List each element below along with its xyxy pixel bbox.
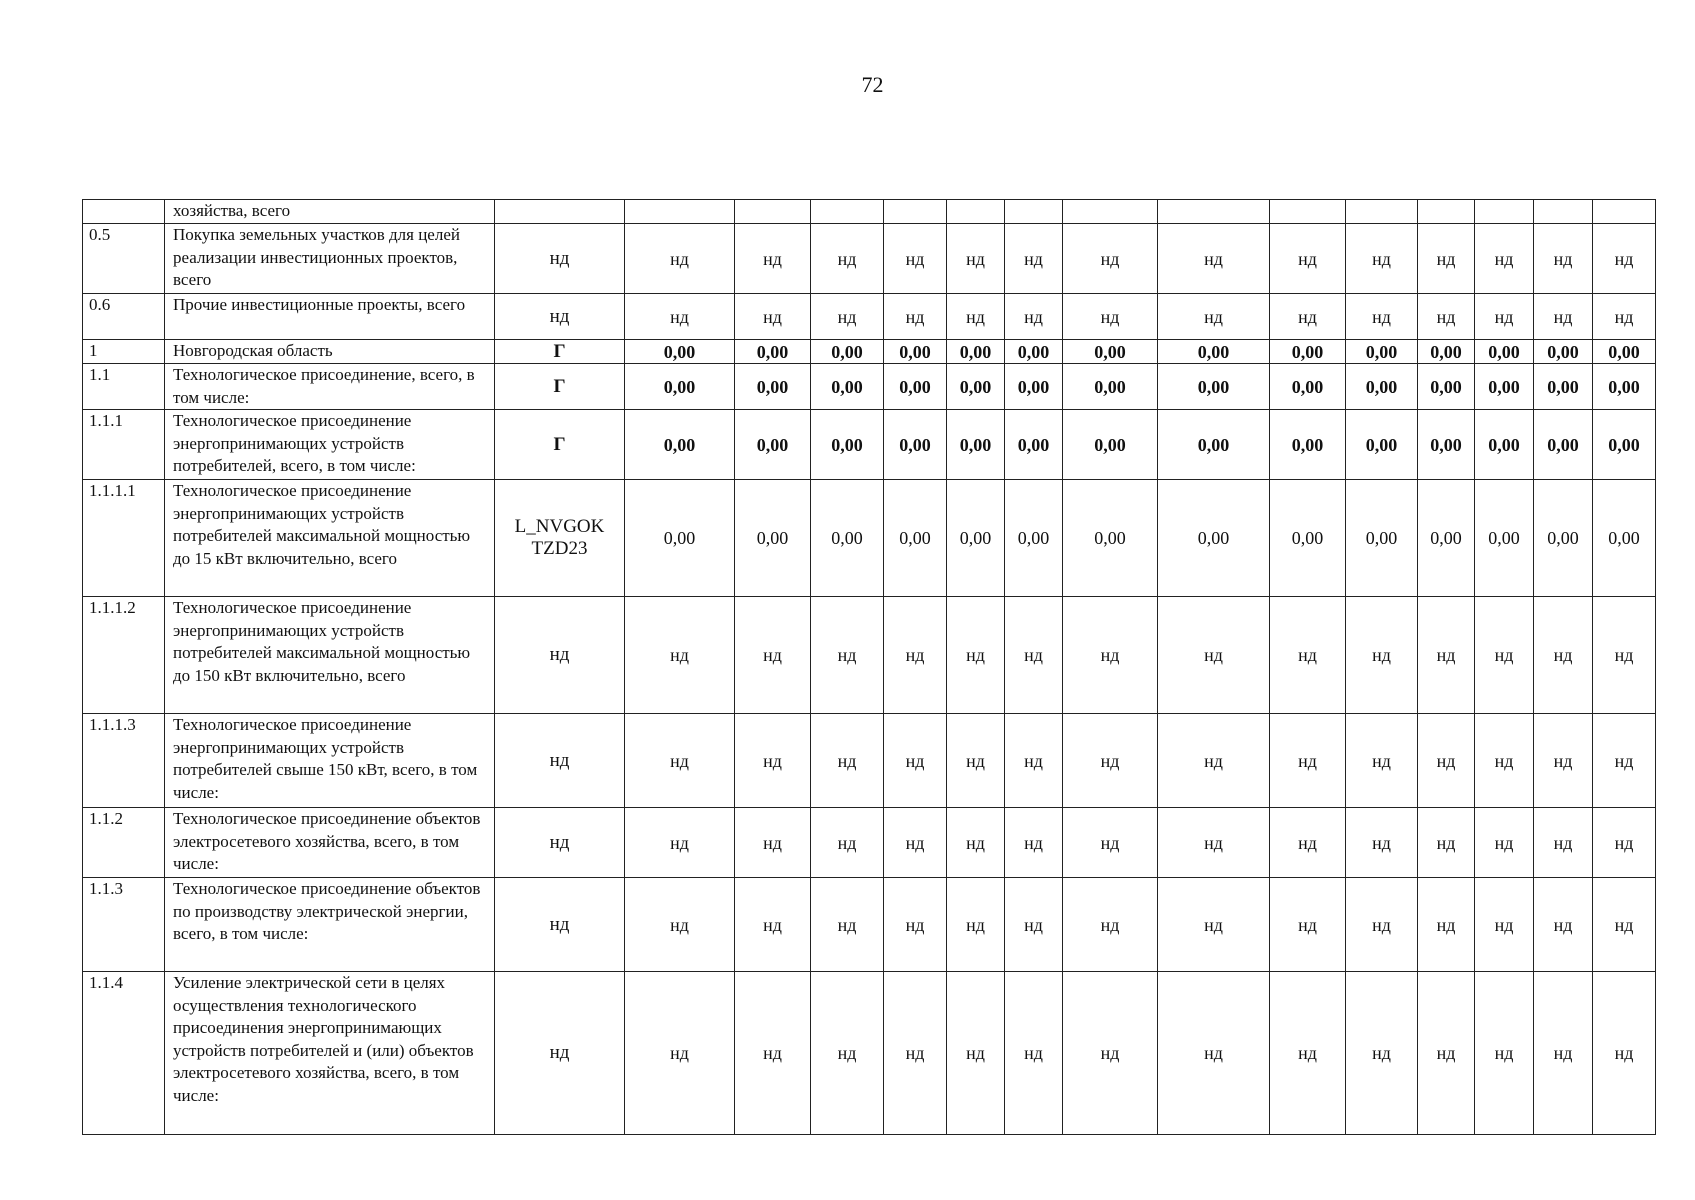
- value-cell: 0,00: [811, 480, 884, 597]
- value-cell: нд: [625, 224, 735, 294]
- value-cell: 0,00: [884, 410, 947, 480]
- value-cell: 0,00: [884, 340, 947, 364]
- value-cell: 0,00: [1593, 340, 1656, 364]
- value-cell: нд: [811, 972, 884, 1135]
- value-cell: нд: [735, 224, 811, 294]
- value-cell: 0,00: [1158, 340, 1270, 364]
- value-cell: 0,00: [625, 480, 735, 597]
- value-cell: нд: [1005, 224, 1063, 294]
- table-row: [83, 597, 1656, 714]
- value-cell: нд: [947, 224, 1005, 294]
- value-cell: нд: [1418, 714, 1475, 808]
- value-cell: нд: [1475, 972, 1534, 1135]
- row-code: нд: [495, 294, 625, 340]
- row-number: 1.1.4: [83, 972, 165, 1135]
- value-cell: [1270, 200, 1346, 224]
- value-cell: 0,00: [1158, 364, 1270, 410]
- value-cell: нд: [1475, 808, 1534, 878]
- value-cell: 0,00: [1534, 480, 1593, 597]
- table-row: [83, 200, 1656, 224]
- value-cell: 0,00: [1346, 340, 1418, 364]
- value-cell: нд: [947, 808, 1005, 878]
- value-cell: нд: [1475, 714, 1534, 808]
- value-cell: [1475, 200, 1534, 224]
- value-cell: 0,00: [1063, 410, 1158, 480]
- value-cell: [1346, 200, 1418, 224]
- data-table: [82, 199, 1656, 1135]
- value-cell: 0,00: [811, 410, 884, 480]
- value-cell: нд: [735, 878, 811, 972]
- row-number: 1.1.2: [83, 808, 165, 878]
- table-row: [83, 364, 1656, 410]
- value-cell: 0,00: [1005, 340, 1063, 364]
- value-cell: 0,00: [1593, 410, 1656, 480]
- table-row: [83, 878, 1656, 972]
- value-cell: нд: [947, 597, 1005, 714]
- value-cell: нд: [1475, 878, 1534, 972]
- value-cell: нд: [1005, 878, 1063, 972]
- row-name: хозяйства, всего: [165, 200, 495, 224]
- value-cell: 0,00: [1418, 364, 1475, 410]
- value-cell: нд: [1593, 972, 1656, 1135]
- value-cell: 0,00: [1418, 340, 1475, 364]
- table-row: [83, 410, 1656, 480]
- row-name: Технологическое присоединение энергопринимающих устройств потребителей максимальной мощностью до 15 кВт включительно, всего: [165, 480, 495, 597]
- value-cell: 0,00: [1346, 364, 1418, 410]
- value-cell: нд: [1418, 597, 1475, 714]
- value-cell: нд: [1158, 972, 1270, 1135]
- value-cell: 0,00: [735, 364, 811, 410]
- value-cell: нд: [1418, 808, 1475, 878]
- value-cell: нд: [1534, 808, 1593, 878]
- row-number: [83, 200, 165, 224]
- value-cell: 0,00: [735, 410, 811, 480]
- value-cell: 0,00: [625, 340, 735, 364]
- value-cell: нд: [1270, 294, 1346, 340]
- value-cell: нд: [1063, 597, 1158, 714]
- value-cell: 0,00: [947, 364, 1005, 410]
- value-cell: нд: [735, 808, 811, 878]
- value-cell: нд: [1346, 714, 1418, 808]
- value-cell: [1534, 200, 1593, 224]
- row-name: Новгородская область: [165, 340, 495, 364]
- value-cell: нд: [1063, 224, 1158, 294]
- value-cell: нд: [947, 972, 1005, 1135]
- value-cell: [947, 200, 1005, 224]
- value-cell: 0,00: [947, 410, 1005, 480]
- value-cell: нд: [1593, 597, 1656, 714]
- value-cell: нд: [1418, 224, 1475, 294]
- value-cell: нд: [1475, 224, 1534, 294]
- value-cell: нд: [1534, 294, 1593, 340]
- value-cell: [811, 200, 884, 224]
- value-cell: нд: [884, 714, 947, 808]
- row-code: нд: [495, 597, 625, 714]
- value-cell: нд: [1270, 597, 1346, 714]
- value-cell: нд: [735, 294, 811, 340]
- row-code: нд: [495, 808, 625, 878]
- value-cell: [735, 200, 811, 224]
- value-cell: нд: [811, 878, 884, 972]
- value-cell: 0,00: [947, 340, 1005, 364]
- value-cell: 0,00: [1005, 364, 1063, 410]
- value-cell: нд: [1475, 294, 1534, 340]
- value-cell: нд: [1158, 597, 1270, 714]
- value-cell: нд: [947, 878, 1005, 972]
- value-cell: нд: [1346, 597, 1418, 714]
- value-cell: 0,00: [1475, 410, 1534, 480]
- value-cell: 0,00: [811, 340, 884, 364]
- value-cell: 0,00: [1270, 340, 1346, 364]
- table-row: [83, 714, 1656, 808]
- row-name: Технологическое присоединение, всего, в том числе:: [165, 364, 495, 410]
- value-cell: нд: [625, 972, 735, 1135]
- value-cell: [1005, 200, 1063, 224]
- table-row: [83, 808, 1656, 878]
- value-cell: нд: [811, 597, 884, 714]
- value-cell: 0,00: [1418, 410, 1475, 480]
- value-cell: нд: [1005, 808, 1063, 878]
- value-cell: 0,00: [1534, 340, 1593, 364]
- value-cell: нд: [1270, 972, 1346, 1135]
- value-cell: нд: [1593, 294, 1656, 340]
- value-cell: нд: [1534, 597, 1593, 714]
- value-cell: нд: [1270, 878, 1346, 972]
- value-cell: нд: [1534, 714, 1593, 808]
- value-cell: нд: [625, 714, 735, 808]
- value-cell: [1158, 200, 1270, 224]
- value-cell: нд: [811, 294, 884, 340]
- value-cell: [1418, 200, 1475, 224]
- value-cell: нд: [1005, 294, 1063, 340]
- value-cell: 0,00: [625, 364, 735, 410]
- value-cell: 0,00: [735, 480, 811, 597]
- value-cell: нд: [1063, 294, 1158, 340]
- value-cell: 0,00: [1063, 480, 1158, 597]
- value-cell: 0,00: [1593, 480, 1656, 597]
- row-name: Покупка земельных участков для целей реализации инвестиционных проектов, всего: [165, 224, 495, 294]
- value-cell: 0,00: [1270, 480, 1346, 597]
- value-cell: нд: [1005, 972, 1063, 1135]
- value-cell: 0,00: [735, 340, 811, 364]
- value-cell: 0,00: [1005, 480, 1063, 597]
- row-number: 0.5: [83, 224, 165, 294]
- value-cell: нд: [947, 294, 1005, 340]
- row-number: 1: [83, 340, 165, 364]
- value-cell: нд: [1005, 714, 1063, 808]
- value-cell: [625, 200, 735, 224]
- value-cell: 0,00: [1475, 480, 1534, 597]
- value-cell: 0,00: [1270, 364, 1346, 410]
- value-cell: 0,00: [1158, 480, 1270, 597]
- value-cell: нд: [884, 808, 947, 878]
- value-cell: нд: [735, 972, 811, 1135]
- row-name: Технологическое присоединение энергопринимающих устройств потребителей максимальной мощностью до 150 кВт включительно, всего: [165, 597, 495, 714]
- value-cell: 0,00: [1346, 410, 1418, 480]
- page-number: 72: [861, 72, 884, 97]
- value-cell: нд: [884, 597, 947, 714]
- value-cell: нд: [811, 808, 884, 878]
- row-number: 1.1: [83, 364, 165, 410]
- value-cell: 0,00: [1475, 340, 1534, 364]
- value-cell: 0,00: [1158, 410, 1270, 480]
- value-cell: нд: [884, 878, 947, 972]
- row-number: 1.1.1: [83, 410, 165, 480]
- value-cell: [1593, 200, 1656, 224]
- value-cell: нд: [1534, 972, 1593, 1135]
- value-cell: 0,00: [1418, 480, 1475, 597]
- value-cell: нд: [1063, 714, 1158, 808]
- value-cell: 0,00: [1534, 410, 1593, 480]
- value-cell: 0,00: [1063, 364, 1158, 410]
- value-cell: 0,00: [1593, 364, 1656, 410]
- table-row: [83, 340, 1656, 364]
- value-cell: 0,00: [884, 480, 947, 597]
- value-cell: нд: [1063, 972, 1158, 1135]
- value-cell: [1063, 200, 1158, 224]
- row-name: Технологическое присоединение объектов по производству электрической энергии, всего, в том числе:: [165, 878, 495, 972]
- value-cell: нд: [735, 714, 811, 808]
- value-cell: нд: [1346, 808, 1418, 878]
- row-name: Усиление электрической сети в целях осуществления технологического присоединения энергопринимающих устройств потребителей и (или) объектов электросетевого хозяйства, всего, в том числе:: [165, 972, 495, 1135]
- row-name: Технологическое присоединение объектов электросетевого хозяйства, всего, в том числе:: [165, 808, 495, 878]
- value-cell: 0,00: [811, 364, 884, 410]
- row-code: L_NVGOK TZD23: [495, 480, 625, 597]
- value-cell: 0,00: [1475, 364, 1534, 410]
- table-row: [83, 972, 1656, 1135]
- value-cell: 0,00: [1005, 410, 1063, 480]
- value-cell: [884, 200, 947, 224]
- value-cell: нд: [1005, 597, 1063, 714]
- value-cell: нд: [1158, 224, 1270, 294]
- table-row: [83, 480, 1656, 597]
- row-code: Г: [495, 410, 625, 480]
- value-cell: 0,00: [947, 480, 1005, 597]
- value-cell: нд: [1158, 714, 1270, 808]
- row-number: 1.1.1.2: [83, 597, 165, 714]
- value-cell: нд: [1475, 597, 1534, 714]
- value-cell: нд: [735, 597, 811, 714]
- value-cell: нд: [625, 878, 735, 972]
- value-cell: нд: [1158, 294, 1270, 340]
- value-cell: нд: [1270, 714, 1346, 808]
- row-number: 1.1.1.1: [83, 480, 165, 597]
- row-code: Г: [495, 340, 625, 364]
- row-code: нд: [495, 224, 625, 294]
- value-cell: нд: [625, 294, 735, 340]
- value-cell: 0,00: [884, 364, 947, 410]
- row-code: нд: [495, 972, 625, 1135]
- value-cell: нд: [1346, 224, 1418, 294]
- row-code: нд: [495, 878, 625, 972]
- value-cell: нд: [1346, 878, 1418, 972]
- value-cell: нд: [1418, 878, 1475, 972]
- value-cell: нд: [625, 808, 735, 878]
- table-row: [83, 294, 1656, 340]
- value-cell: нд: [1063, 808, 1158, 878]
- value-cell: нд: [625, 597, 735, 714]
- row-number: 1.1.3: [83, 878, 165, 972]
- value-cell: нд: [811, 224, 884, 294]
- row-number: 1.1.1.3: [83, 714, 165, 808]
- value-cell: нд: [884, 294, 947, 340]
- value-cell: нд: [1158, 878, 1270, 972]
- value-cell: 0,00: [1063, 340, 1158, 364]
- value-cell: нд: [1158, 808, 1270, 878]
- value-cell: нд: [1270, 808, 1346, 878]
- value-cell: 0,00: [1534, 364, 1593, 410]
- row-name: Технологическое присоединение энергопринимающих устройств потребителей свыше 150 кВт, всего, в том числе:: [165, 714, 495, 808]
- row-code: нд: [495, 714, 625, 808]
- value-cell: 0,00: [625, 410, 735, 480]
- value-cell: нд: [1593, 878, 1656, 972]
- row-code: Г: [495, 364, 625, 410]
- table-row: [83, 224, 1656, 294]
- value-cell: нд: [1346, 294, 1418, 340]
- row-name: Технологическое присоединение энергопринимающих устройств потребителей, всего, в том числе:: [165, 410, 495, 480]
- value-cell: нд: [884, 224, 947, 294]
- value-cell: нд: [1418, 972, 1475, 1135]
- row-name: Прочие инвестиционные проекты, всего: [165, 294, 495, 340]
- value-cell: нд: [1346, 972, 1418, 1135]
- value-cell: нд: [1418, 294, 1475, 340]
- value-cell: нд: [1270, 224, 1346, 294]
- value-cell: 0,00: [1346, 480, 1418, 597]
- value-cell: нд: [947, 714, 1005, 808]
- value-cell: нд: [1063, 878, 1158, 972]
- row-number: 0.6: [83, 294, 165, 340]
- value-cell: нд: [884, 972, 947, 1135]
- row-code: [495, 200, 625, 224]
- value-cell: нд: [1534, 224, 1593, 294]
- value-cell: 0,00: [1270, 410, 1346, 480]
- value-cell: нд: [1593, 808, 1656, 878]
- value-cell: нд: [811, 714, 884, 808]
- value-cell: нд: [1593, 714, 1656, 808]
- value-cell: нд: [1593, 224, 1656, 294]
- value-cell: нд: [1534, 878, 1593, 972]
